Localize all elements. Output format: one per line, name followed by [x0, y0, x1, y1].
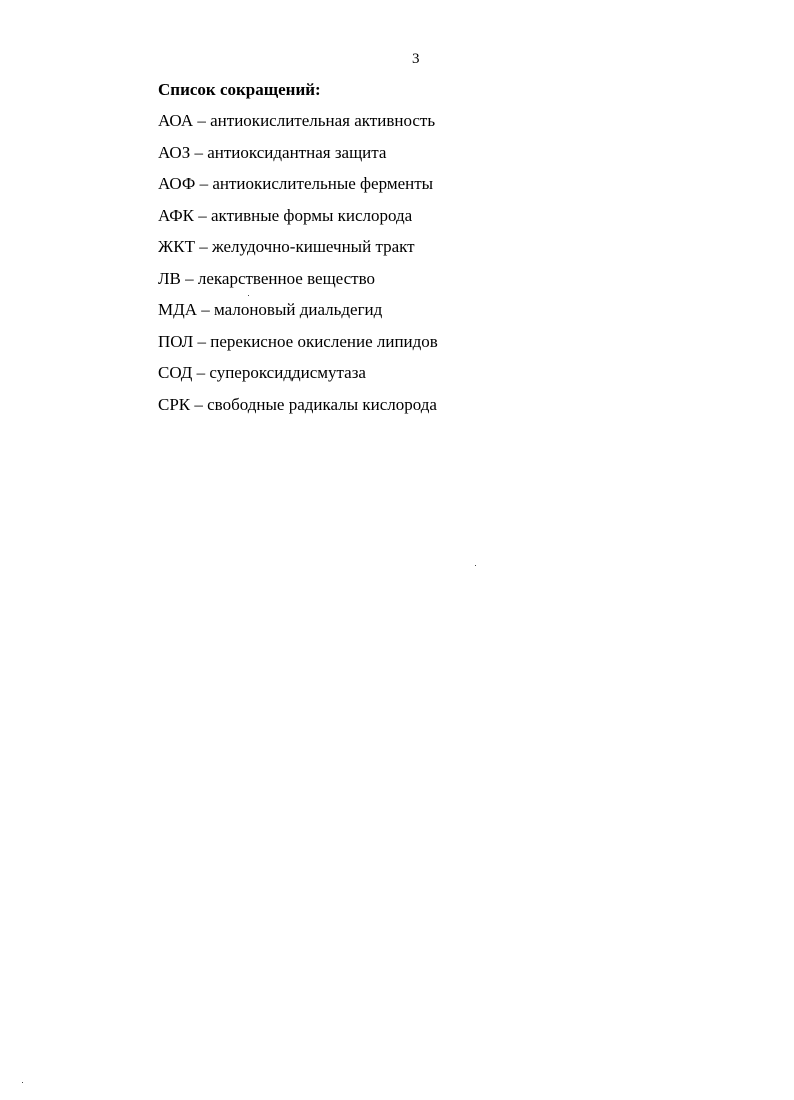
- separator: –: [190, 394, 208, 414]
- abbreviation: АОЗ: [158, 142, 191, 162]
- scan-speck: [22, 1082, 23, 1083]
- list-item: [158, 174, 438, 206]
- list-item: [158, 269, 438, 301]
- separator: –: [192, 363, 210, 382]
- list-item: [158, 300, 438, 332]
- abbreviation-list: [158, 111, 438, 426]
- page-number: 3: [412, 51, 420, 67]
- abbreviation-meaning: антиокислительные ферменты: [212, 174, 434, 193]
- abbreviation: АФК: [158, 205, 194, 225]
- list-item: [158, 206, 438, 238]
- separator: –: [193, 111, 211, 130]
- abbreviation: СРК: [158, 394, 191, 414]
- abbreviation-meaning: свободные радикалы кислорода: [207, 394, 437, 414]
- separator: –: [190, 142, 208, 162]
- list-item: [158, 237, 438, 269]
- abbreviation: АОА: [158, 111, 194, 130]
- list-item: [158, 143, 438, 175]
- separator: –: [197, 300, 214, 319]
- separator: –: [180, 268, 198, 288]
- separator: –: [193, 205, 211, 225]
- list-item: [158, 111, 438, 143]
- abbreviation: ЛВ: [158, 268, 181, 288]
- abbreviation-meaning: активные формы кислорода: [210, 205, 413, 225]
- list-item: [158, 363, 438, 395]
- abbreviation: МДА: [158, 300, 197, 319]
- list-item: [158, 332, 438, 364]
- abbreviation-meaning: супероксиддисмутаза: [209, 363, 366, 382]
- abbreviation-meaning: лекарственное вещество: [197, 268, 376, 288]
- scan-speck: [475, 565, 476, 566]
- abbreviation-meaning: малоновый диальдегид: [214, 300, 383, 319]
- abbreviation-meaning: антиоксидантная защита: [207, 142, 387, 162]
- abbreviation: СОД: [158, 363, 193, 382]
- abbreviation-meaning: антиокислительная активность: [210, 111, 436, 130]
- abbreviation-meaning: перекисное окисление липидов: [210, 331, 438, 351]
- abbreviation-meaning: желудочно-кишечный тракт: [211, 237, 415, 256]
- separator: –: [195, 174, 213, 193]
- abbreviation: ПОЛ: [158, 331, 194, 351]
- list-item: [158, 395, 438, 427]
- separator: –: [193, 331, 211, 351]
- abbreviation: ЖКТ: [158, 237, 195, 256]
- separator: –: [194, 237, 212, 256]
- page-title: Список сокращений:: [158, 80, 321, 99]
- scan-speck: [248, 295, 249, 296]
- abbreviation: АОФ: [158, 174, 196, 193]
